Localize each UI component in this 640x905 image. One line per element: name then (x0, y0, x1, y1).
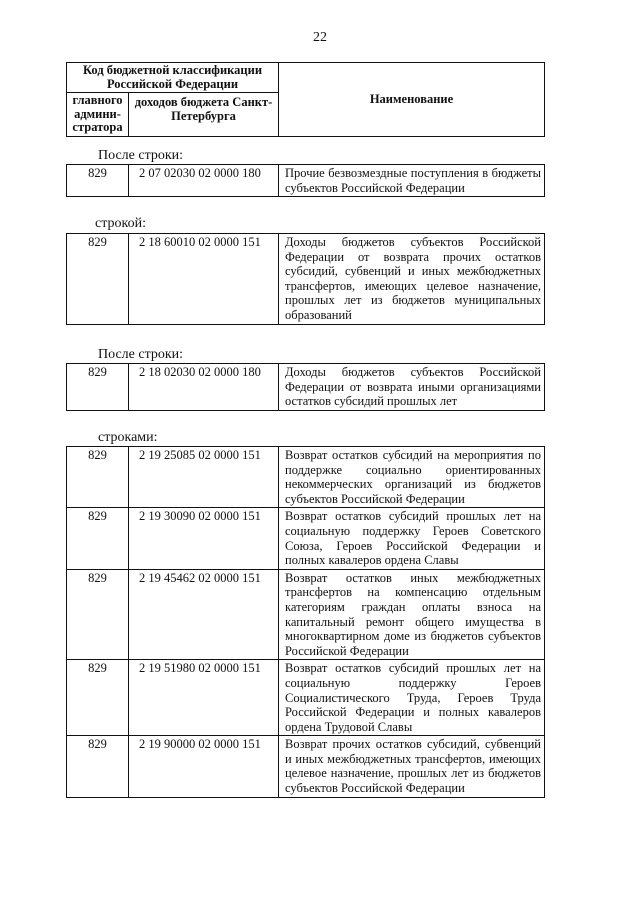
income-code: 2 19 45462 02 0000 151 (129, 569, 279, 660)
admin-code: 829 (67, 508, 129, 569)
page-number: 22 (313, 30, 327, 45)
table-row (67, 660, 545, 736)
section-label: строкой: (95, 216, 146, 231)
admin-code: 829 (67, 234, 129, 325)
table-row (67, 569, 545, 660)
income-name: Возврат остатков иных межбюджетных трансфертов на компенсацию отдельным категориям граждан оплаты взноса на капитальный ремонт общего имущества в многоквартирном доме из бюджетов субъектов Российской Федерации (279, 569, 545, 660)
table-row (67, 447, 545, 508)
table-row (67, 234, 545, 325)
income-name: Возврат остатков субсидий на мероприятия по поддержке социально ориентированных некоммерческих организаций из бюджетов субъектов Российской Федерации (279, 447, 545, 508)
table-row (67, 364, 545, 411)
income-code: 2 18 02030 02 0000 180 (129, 364, 279, 411)
income-name: Возврат остатков субсидий прошлых лет на социальную поддержку Героев Советского Союза, Героев Российской Федерации и полных кавалеров ордена Славы (279, 508, 545, 569)
admin-code: 829 (67, 736, 129, 797)
header-group-title: Код бюджетной классификации Российской Федерации (67, 63, 279, 93)
section-label: После строки: (98, 347, 184, 362)
table-row (67, 508, 545, 569)
section-table (66, 363, 545, 411)
header-table (66, 62, 545, 137)
income-name: Доходы бюджетов субъектов Российской Федерации от возврата прочих остатков субсидий, субвенций и иных межбюджетных трансфертов, имеющих целевое назначение, прошлых лет из бюджетов муниципальных образований (279, 234, 545, 325)
income-code: 2 18 60010 02 0000 151 (129, 234, 279, 325)
income-name: Прочие безвозмездные поступления в бюджеты субъектов Российской Федерации (279, 165, 545, 197)
income-name: Возврат остатков субсидий прошлых лет на социальную поддержку Героев Социалистического Труда, Героев Труда Российской Федерации и полных кавалеров ордена Трудовой Славы (279, 660, 545, 736)
income-name: Возврат прочих остатков субсидий, субвенций и иных межбюджетных трансфертов, имеющих целевое назначение, прошлых лет из бюджетов субъектов Российской Федерации (279, 736, 545, 797)
admin-code: 829 (67, 660, 129, 736)
income-code: 2 19 51980 02 0000 151 (129, 660, 279, 736)
table-row (67, 736, 545, 797)
income-name: Доходы бюджетов субъектов Российской Федерации от возврата иными организациями остатков субсидий прошлых лет (279, 364, 545, 411)
header-col-income: доходов бюджета Санкт-Петербурга (129, 93, 279, 137)
admin-code: 829 (67, 364, 129, 411)
income-code: 2 07 02030 02 0000 180 (129, 165, 279, 197)
section-table (66, 164, 545, 197)
section-table (66, 446, 545, 798)
section-table (66, 233, 545, 325)
section-label: После строки: (98, 148, 184, 163)
admin-code: 829 (67, 569, 129, 660)
header-col-admin: главного админи-стратора (67, 93, 129, 137)
header-col-name: Наименование (279, 63, 545, 137)
section-label: строками: (98, 430, 158, 445)
admin-code: 829 (67, 165, 129, 197)
income-code: 2 19 90000 02 0000 151 (129, 736, 279, 797)
income-code: 2 19 25085 02 0000 151 (129, 447, 279, 508)
income-code: 2 19 30090 02 0000 151 (129, 508, 279, 569)
admin-code: 829 (67, 447, 129, 508)
table-row (67, 165, 545, 197)
